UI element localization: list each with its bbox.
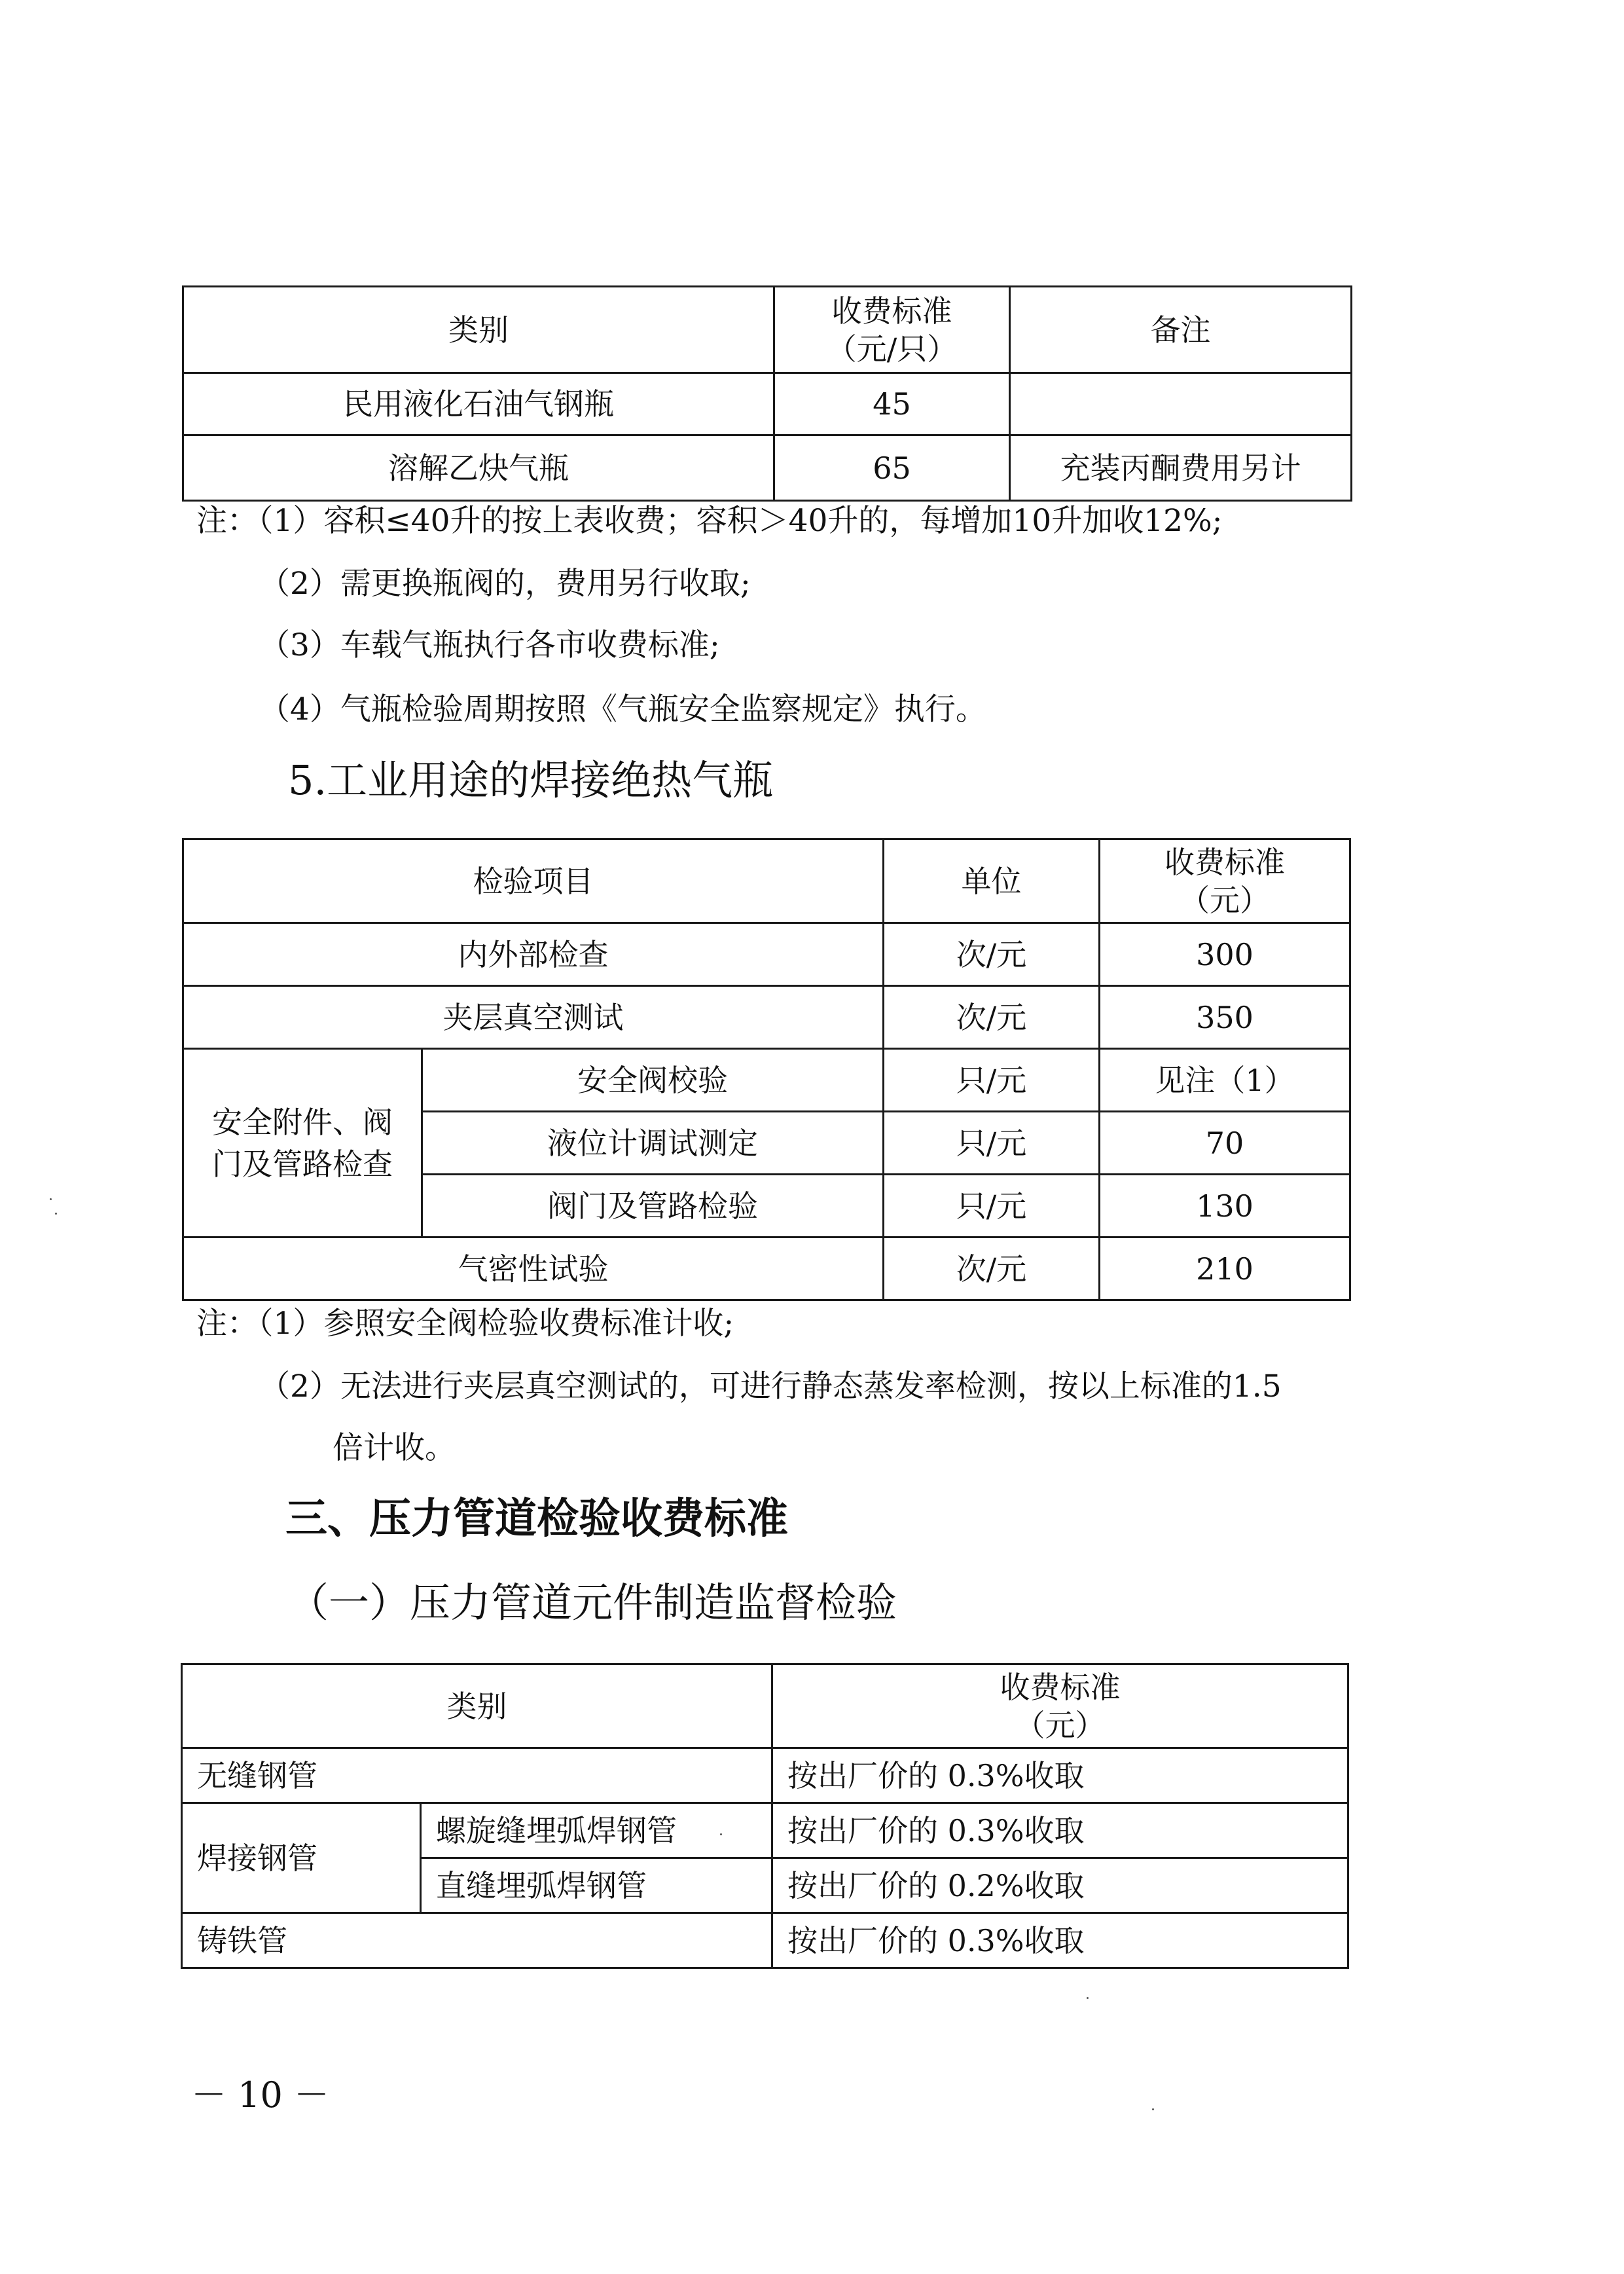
header-remarks: 备注 <box>1010 287 1352 373</box>
table-row <box>182 1913 1348 1968</box>
note-line: 倍计收。 <box>333 1430 456 1466</box>
cell-unit: 次/元 <box>884 986 1100 1049</box>
table-row <box>183 1049 1350 1112</box>
cell-fee: 45 <box>774 373 1010 435</box>
cell-fee: 按出厂价的 0.3%收取 <box>772 1748 1348 1803</box>
header-fee-standard: 收费标准 （元） <box>1100 839 1350 923</box>
cell-remarks: 充装丙酮费用另计 <box>1010 435 1352 501</box>
header-fee-standard: 收费标准 （元） <box>772 1664 1348 1748</box>
cell-item: 安全阀校验 <box>422 1049 884 1112</box>
insulated-cylinder-fee-table <box>182 838 1351 1301</box>
note-line: （2）无法进行夹层真空测试的，可进行静态蒸发率检测，按以上标准的1.5 <box>259 1368 1282 1404</box>
cell-unit: 只/元 <box>884 1175 1100 1238</box>
cell-fee: 按出厂价的 0.2%收取 <box>772 1858 1348 1913</box>
cell-item: 夹层真空测试 <box>183 986 884 1049</box>
cell-fee: 210 <box>1100 1238 1350 1300</box>
cell-fee: 350 <box>1100 986 1350 1049</box>
scan-speck <box>1087 1997 1089 1999</box>
cell-group-label: 焊接钢管 <box>182 1803 421 1913</box>
table-row <box>183 373 1352 435</box>
header-fee-standard: 收费标准 （元/只） <box>774 287 1010 373</box>
pressure-pipe-fee-table <box>181 1663 1349 1969</box>
header-inspection-item: 检验项目 <box>183 839 884 923</box>
header-unit: 单位 <box>884 839 1100 923</box>
table-row <box>183 435 1352 501</box>
cell-category: 直缝埋弧焊钢管 <box>421 1858 772 1913</box>
cell-group-label: 安全附件、阀 门及管路检查 <box>183 1049 422 1238</box>
cell-item: 阀门及管路检验 <box>422 1175 884 1238</box>
scan-speck <box>55 1213 57 1215</box>
cell-fee: 70 <box>1100 1112 1350 1175</box>
scan-speck <box>720 1833 722 1835</box>
header-category: 类别 <box>183 287 774 373</box>
cell-unit: 次/元 <box>884 1238 1100 1300</box>
table-row <box>183 923 1350 986</box>
cell-fee: 65 <box>774 435 1010 501</box>
table-row <box>183 986 1350 1049</box>
scan-speck <box>1152 2108 1154 2110</box>
cell-unit: 次/元 <box>884 923 1100 986</box>
page-number: － 10 － <box>191 2074 330 2116</box>
cell-remarks <box>1010 373 1352 435</box>
subsection-heading: （一）压力管道元件制造监督检验 <box>288 1579 897 1626</box>
gas-cylinder-fee-table <box>182 285 1352 502</box>
note-line: 注：（1）容积≤40升的按上表收费；容积＞40升的，每增加10升加收12%; <box>196 503 1223 539</box>
cell-item: 气密性试验 <box>183 1238 884 1300</box>
cell-category: 无缝钢管 <box>182 1748 772 1803</box>
cell-item: 内外部检查 <box>183 923 884 986</box>
section-title: 5.工业用途的焊接绝热气瓶 <box>288 756 774 804</box>
header-category: 类别 <box>182 1664 772 1748</box>
cell-category: 溶解乙炔气瓶 <box>183 435 774 501</box>
cell-unit: 只/元 <box>884 1049 1100 1112</box>
note-line: （3）车载气瓶执行各市收费标准; <box>259 627 720 663</box>
note-line: （2）需更换瓶阀的，费用另行收取; <box>259 566 751 602</box>
cell-category: 铸铁管 <box>182 1913 772 1968</box>
cell-fee: 按出厂价的 0.3%收取 <box>772 1803 1348 1858</box>
note-line: 注：（1）参照安全阀检验收费标准计收; <box>196 1306 734 1342</box>
cell-fee: 130 <box>1100 1175 1350 1238</box>
scan-speck <box>50 1198 52 1200</box>
cell-category: 螺旋缝埋弧焊钢管 <box>421 1803 772 1858</box>
table-row <box>183 1238 1350 1300</box>
chapter-heading: 三、压力管道检验收费标准 <box>285 1495 788 1543</box>
cell-fee: 300 <box>1100 923 1350 986</box>
cell-unit: 只/元 <box>884 1112 1100 1175</box>
table-row <box>182 1748 1348 1803</box>
cell-category: 民用液化石油气钢瓶 <box>183 373 774 435</box>
cell-fee: 按出厂价的 0.3%收取 <box>772 1913 1348 1968</box>
note-line: （4）气瓶检验周期按照《气瓶安全监察规定》执行。 <box>259 691 986 727</box>
cell-item: 液位计调试测定 <box>422 1112 884 1175</box>
table-row <box>182 1803 1348 1858</box>
cell-fee: 见注（1） <box>1100 1049 1350 1112</box>
